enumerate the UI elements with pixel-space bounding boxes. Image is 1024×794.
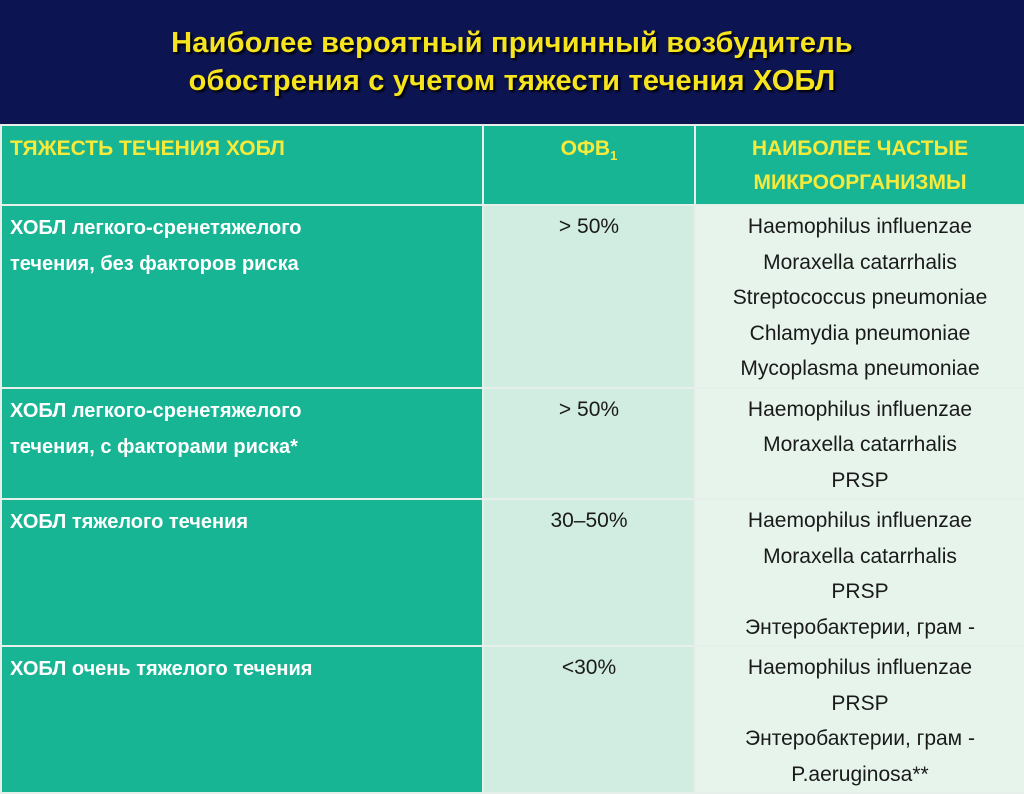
severity-cell — [1, 646, 483, 793]
table-row — [1, 499, 1024, 646]
header-fev-label: ОФВ — [560, 137, 611, 160]
organism-item: Энтеробактерии, грам - — [745, 727, 975, 750]
severity-cell — [1, 388, 483, 500]
header-fev — [483, 125, 695, 205]
severity-cell — [1, 499, 483, 646]
header-organisms — [695, 125, 1024, 205]
organisms-cell — [695, 646, 1024, 793]
organism-item: Энтеробактерии, грам - — [745, 615, 975, 639]
fev-cell: > 50% — [483, 388, 695, 500]
severity-line: течения, с факторами риска* — [10, 435, 298, 458]
severity-cell — [1, 205, 483, 388]
organism-item: Mycoplasma pneumoniae — [740, 357, 980, 380]
title-band — [0, 0, 1024, 124]
header-fev-subscript: 1 — [610, 148, 618, 164]
organism-item: PRSP — [831, 691, 889, 715]
severity-line: ХОБЛ тяжелого течения — [10, 511, 249, 533]
fev-cell: > 50% — [483, 205, 695, 388]
header-severity: ТЯЖЕСТЬ ТЕЧЕНИЯ ХОБЛ — [1, 125, 483, 205]
organism-item: Moraxella catarrhalis — [763, 433, 957, 456]
title-line-1: Наиболее вероятный причинный возбудитель — [171, 27, 853, 59]
organism-item: Haemophilus influenzae — [747, 656, 973, 679]
table-row — [1, 205, 1024, 388]
organism-item: P.aeruginosa** — [791, 762, 929, 786]
header-organisms-line-2: МИКРООРГАНИЗМЫ — [753, 171, 967, 194]
severity-line: ХОБЛ легкого-сренетяжелого — [10, 399, 302, 422]
fev-cell: 30–50% — [483, 499, 695, 646]
table-row — [1, 646, 1024, 793]
organism-item: Moraxella catarrhalis — [763, 544, 957, 568]
organism-item: Haemophilus influenzae — [747, 509, 973, 532]
organism-item: Haemophilus influenzae — [747, 397, 973, 421]
organism-item: PRSP — [831, 468, 889, 492]
organism-item: Haemophilus influenzae — [747, 215, 973, 238]
header-organisms-line-1: НАИБОЛЕЕ ЧАСТЫЕ — [751, 137, 969, 160]
organism-item: Streptococcus pneumoniae — [732, 286, 988, 309]
pathogen-table — [0, 124, 1024, 794]
severity-line: ХОБЛ очень тяжелого течения — [10, 658, 313, 680]
table-row — [1, 388, 1024, 500]
organisms-cell — [695, 499, 1024, 646]
organism-item: Chlamydia pneumoniae — [749, 321, 971, 345]
fev-cell: <30% — [483, 646, 695, 793]
organisms-cell — [695, 205, 1024, 388]
organism-item: Moraxella catarrhalis — [763, 250, 957, 274]
organisms-cell — [695, 388, 1024, 500]
organism-item: PRSP — [831, 580, 889, 603]
title-line-2: обострения с учетом тяжести течения ХОБЛ — [188, 65, 836, 97]
table-header-row — [1, 125, 1024, 205]
severity-line: течения, без факторов риска — [10, 253, 299, 275]
severity-line: ХОБЛ легкого-сренетяжелого — [10, 217, 302, 239]
